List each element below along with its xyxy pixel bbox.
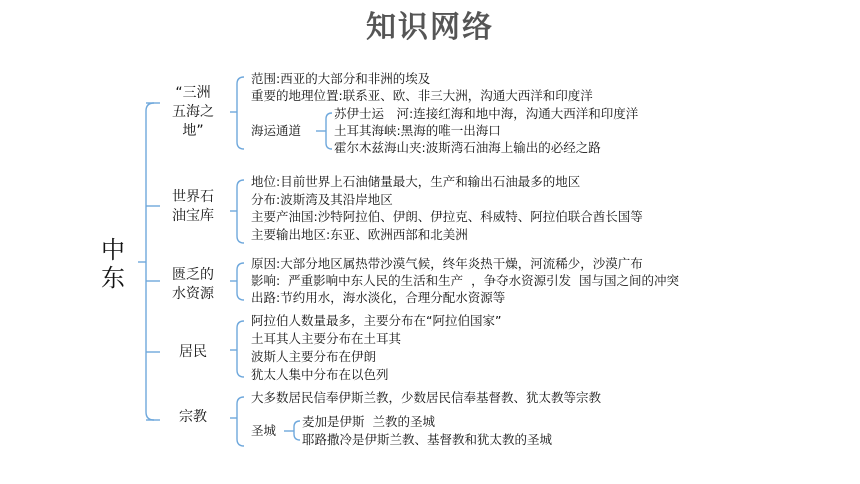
node-text: 主要输出地区:东亚、欧洲西部和北美洲 [251, 227, 468, 242]
category-three-continents [163, 84, 223, 141]
category-label-line: 居民 [179, 344, 207, 360]
page-title: 知识网络 [366, 10, 494, 45]
category-label-line: 地” [182, 123, 204, 139]
root-char: 东 [101, 264, 125, 292]
node-text: 出路:节约用水，海水淡化，合理分配水资源等 [251, 290, 506, 305]
node-text: 影响: 严重影响中东人民的生活和生产 ，争夺水资源引发 国与国之间的冲突 [251, 273, 680, 288]
category-label-line: 水资源 [172, 286, 214, 302]
category-label-line: 宗教 [179, 409, 207, 425]
node-text: 主要产油国:沙特阿拉伯、伊朗、伊拉克、科威特、阿拉伯联合酋长国等 [251, 209, 643, 224]
node-text: 犹太人集中分布在以色列 [251, 367, 389, 382]
category-residents [163, 343, 223, 362]
node-text: 波斯人主要分布在伊朗 [251, 349, 377, 364]
node-text: 土耳其海峡:黑海的唯一出海口 [334, 123, 501, 138]
category-label-line: 匮乏的 [172, 267, 214, 283]
node-text: 分布:波斯湾及其沿岸地区 [251, 192, 393, 207]
category-label-line: 世界石 [172, 189, 214, 205]
category-label-line: 五海之 [172, 104, 214, 120]
node-text: 地位:目前世界上石油储量最大，生产和输出石油最多的地区 [251, 174, 581, 189]
category-water [163, 266, 223, 304]
node-text: 苏伊士运 河:连接红海和地中海，沟通大西洋和印度洋 [334, 106, 639, 121]
node-text: 麦加是伊斯 兰教的圣城 [302, 414, 435, 429]
node-text: 原因:大部分地区属热带沙漠气候，终年炎热干燥，河流稀少，沙漠广布 [251, 256, 643, 271]
sub-node-label: 海运通道 [251, 123, 302, 138]
category-religion [163, 408, 223, 427]
node-text: 霍尔木兹海山夹:波斯湾石油海上输出的必经之路 [334, 140, 601, 155]
root-node [98, 236, 128, 292]
category-label-line: 油宝库 [172, 208, 214, 224]
sub-node-label: 圣城 [251, 423, 277, 438]
node-text: 耶路撒冷是伊斯兰教、基督教和犹太教的圣城 [302, 432, 553, 447]
node-text: 重要的地理位置:联系亚、欧、非三大洲，沟通大西洋和印度洋 [251, 88, 593, 103]
node-text: 范围:西亚的大部分和非洲的埃及 [251, 71, 431, 86]
root-char: 中 [101, 236, 125, 264]
node-text: 阿拉伯人数量最多，主要分布在“阿拉伯国家” [251, 313, 502, 328]
node-text: 土耳其人主要分布在土耳其 [251, 331, 402, 346]
node-text: 大多数居民信奉伊斯兰教，少数居民信奉基督教、犹太教等宗教 [251, 390, 602, 405]
category-label-line: “三洲 [175, 85, 211, 101]
category-oil [163, 188, 223, 226]
